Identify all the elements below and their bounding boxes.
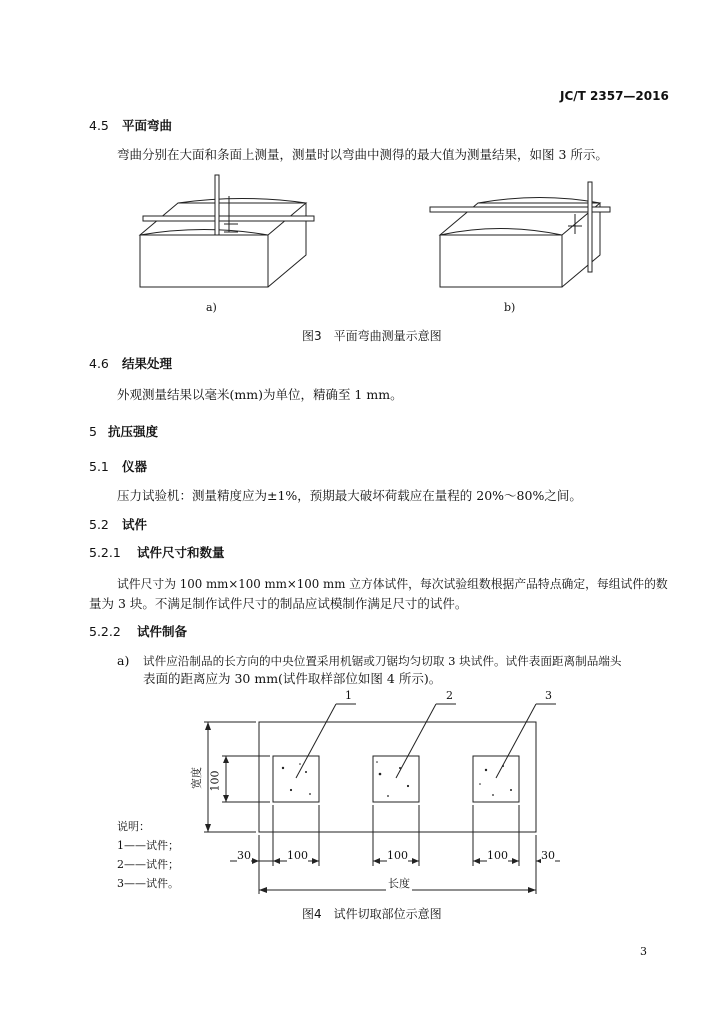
section-4-6-text: 外观测量结果以毫米(mm)为单位，精确至 1 mm。	[117, 387, 403, 402]
section-5-2-1-line-2: 量为 3 块。不满足制作试件尺寸的制品应试模制作满足尺寸的试件。	[89, 596, 468, 611]
figure-3a-label: a)	[206, 301, 217, 314]
dim-100-a: 100	[287, 849, 308, 862]
section-4-6-title: 结果处理	[122, 356, 173, 371]
page-number: 3	[640, 945, 647, 958]
section-4-6-number: 4.6	[89, 356, 109, 371]
figure-3-caption: 图3 平面弯曲测量示意图	[302, 329, 442, 343]
section-5-2-1-title: 试件尺寸和数量	[137, 545, 225, 560]
section-4-5-text: 弯曲分别在大面和条面上测量，测量时以弯曲中测得的最大值为测量结果，如图 3 所示。	[117, 147, 608, 162]
section-5-2-1-number: 5.2.1	[89, 545, 121, 560]
dim-100-c: 100	[487, 849, 508, 862]
specimen-1	[273, 756, 319, 802]
section-5-1-text: 压力试验机：测量精度应为±1%，预期最大破坏荷载应在量程的 20%～80%之间。	[117, 488, 582, 503]
section-4-5-number: 4.5	[89, 118, 109, 133]
length-dimension-label: 长度	[388, 877, 410, 890]
figure-4-caption: 图4 试件切取部位示意图	[302, 907, 442, 921]
item-a-marker: a)	[117, 653, 130, 668]
section-5-2-2-title: 试件制备	[137, 624, 188, 639]
product-outline	[259, 722, 536, 832]
item-a-line-2: 表面的距离应为 30 mm(试件取样部位如图 4 所示)。	[143, 671, 442, 686]
specimen-2	[373, 756, 419, 802]
legend-item-2: 2——试件；	[117, 858, 179, 871]
dim-30-left: 30	[237, 849, 251, 862]
legend-title: 说明：	[117, 820, 150, 833]
figure-3b-label: b)	[504, 301, 516, 314]
sample-label-3: 3	[545, 689, 552, 702]
vertical-100-label: 100	[208, 770, 222, 792]
section-5-2-2-number: 5.2.2	[89, 624, 121, 639]
dim-30-right: 30	[541, 849, 555, 862]
legend-item-3: 3——试件。	[117, 877, 179, 890]
section-5-1-number: 5.1	[89, 459, 109, 474]
section-5-1-title: 仪器	[122, 459, 148, 474]
section-5-2-number: 5.2	[89, 517, 109, 532]
section-5-title: 抗压强度	[108, 424, 159, 439]
sample-label-2: 2	[446, 689, 453, 702]
section-5-2-1-line-1: 试件尺寸为 100 mm×100 mm×100 mm 立方体试件，每次试验组数根据产品特点确定，每组试件的数	[117, 577, 668, 591]
section-5-number: 5	[89, 424, 97, 439]
specimen-3	[473, 756, 519, 802]
legend-item-1: 1——试件；	[117, 839, 179, 852]
dim-100-b: 100	[387, 849, 408, 862]
standard-number: JC/T 2357—2016	[560, 89, 669, 103]
section-5-2-title: 试件	[122, 517, 148, 532]
section-4-5-title: 平面弯曲	[122, 118, 173, 133]
width-dimension-label: 宽度	[190, 767, 203, 789]
item-a-line-1: 试件应沿制品的长方向的中央位置采用机锯或刀锯均匀切取 3 块试件。试件表面距离制品端头	[143, 654, 622, 668]
sample-label-1: 1	[345, 689, 352, 702]
